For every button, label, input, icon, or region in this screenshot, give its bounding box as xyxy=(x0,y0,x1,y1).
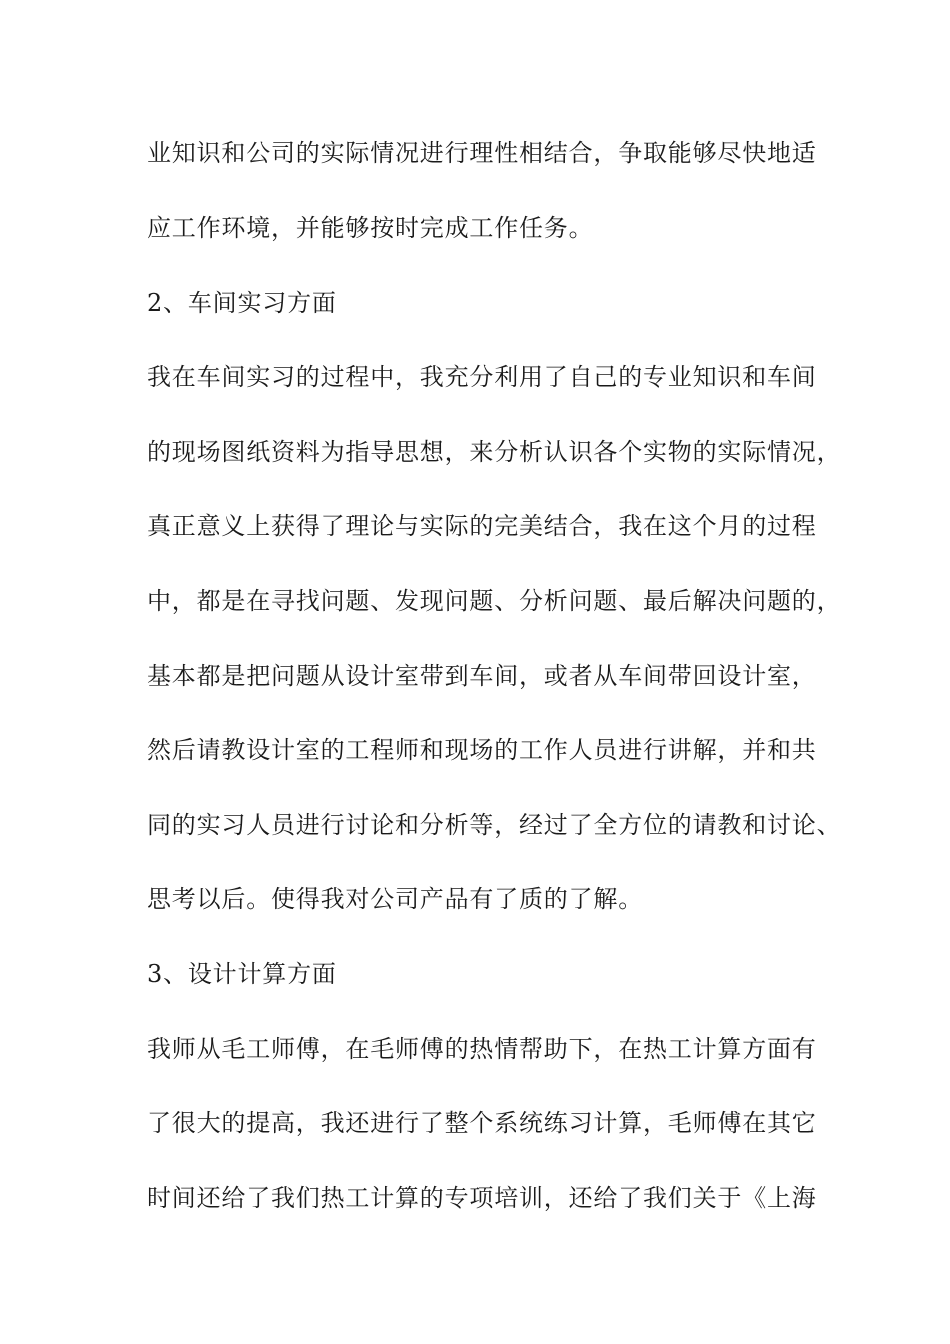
text-line-2: 应工作环境，并能够按时完成工作任务。 xyxy=(147,214,594,242)
text-line-5: 的现场图纸资料为指导思想，来分析认识各个实物的实际情况， xyxy=(147,438,842,466)
text-line-13: 我师从毛工师傅，在毛师傅的热情帮助下，在热工计算方面有 xyxy=(147,1035,817,1063)
text-line-6: 真正意义上获得了理论与实际的完美结合，我在这个月的过程 xyxy=(147,512,817,540)
text-line-7: 中，都是在寻找问题、发现问题、分析问题、最后解决问题的， xyxy=(147,587,842,615)
text-line-8: 基本都是把问题从设计室带到车间，或者从车间带回设计室， xyxy=(147,662,817,690)
text-line-4: 我在车间实习的过程中，我充分利用了自己的专业知识和车间 xyxy=(147,363,817,391)
section-heading-2: 2、车间实习方面 xyxy=(147,289,337,317)
text-line-1: 业知识和公司的实际情况进行理性相结合，争取能够尽快地适 xyxy=(147,139,817,167)
text-line-11: 思考以后。使得我对公司产品有了质的了解。 xyxy=(147,885,643,913)
section-heading-3: 3、设计计算方面 xyxy=(147,960,337,988)
text-line-10: 同的实习人员进行讨论和分析等，经过了全方位的请教和讨论、 xyxy=(147,811,842,839)
text-line-9: 然后请教设计室的工程师和现场的工作人员进行讲解，并和共 xyxy=(147,736,817,764)
text-line-15: 时间还给了我们热工计算的专项培训，还给了我们关于《上海 xyxy=(147,1184,817,1212)
text-line-14: 了很大的提高，我还进行了整个系统练习计算，毛师傅在其它 xyxy=(147,1109,817,1137)
